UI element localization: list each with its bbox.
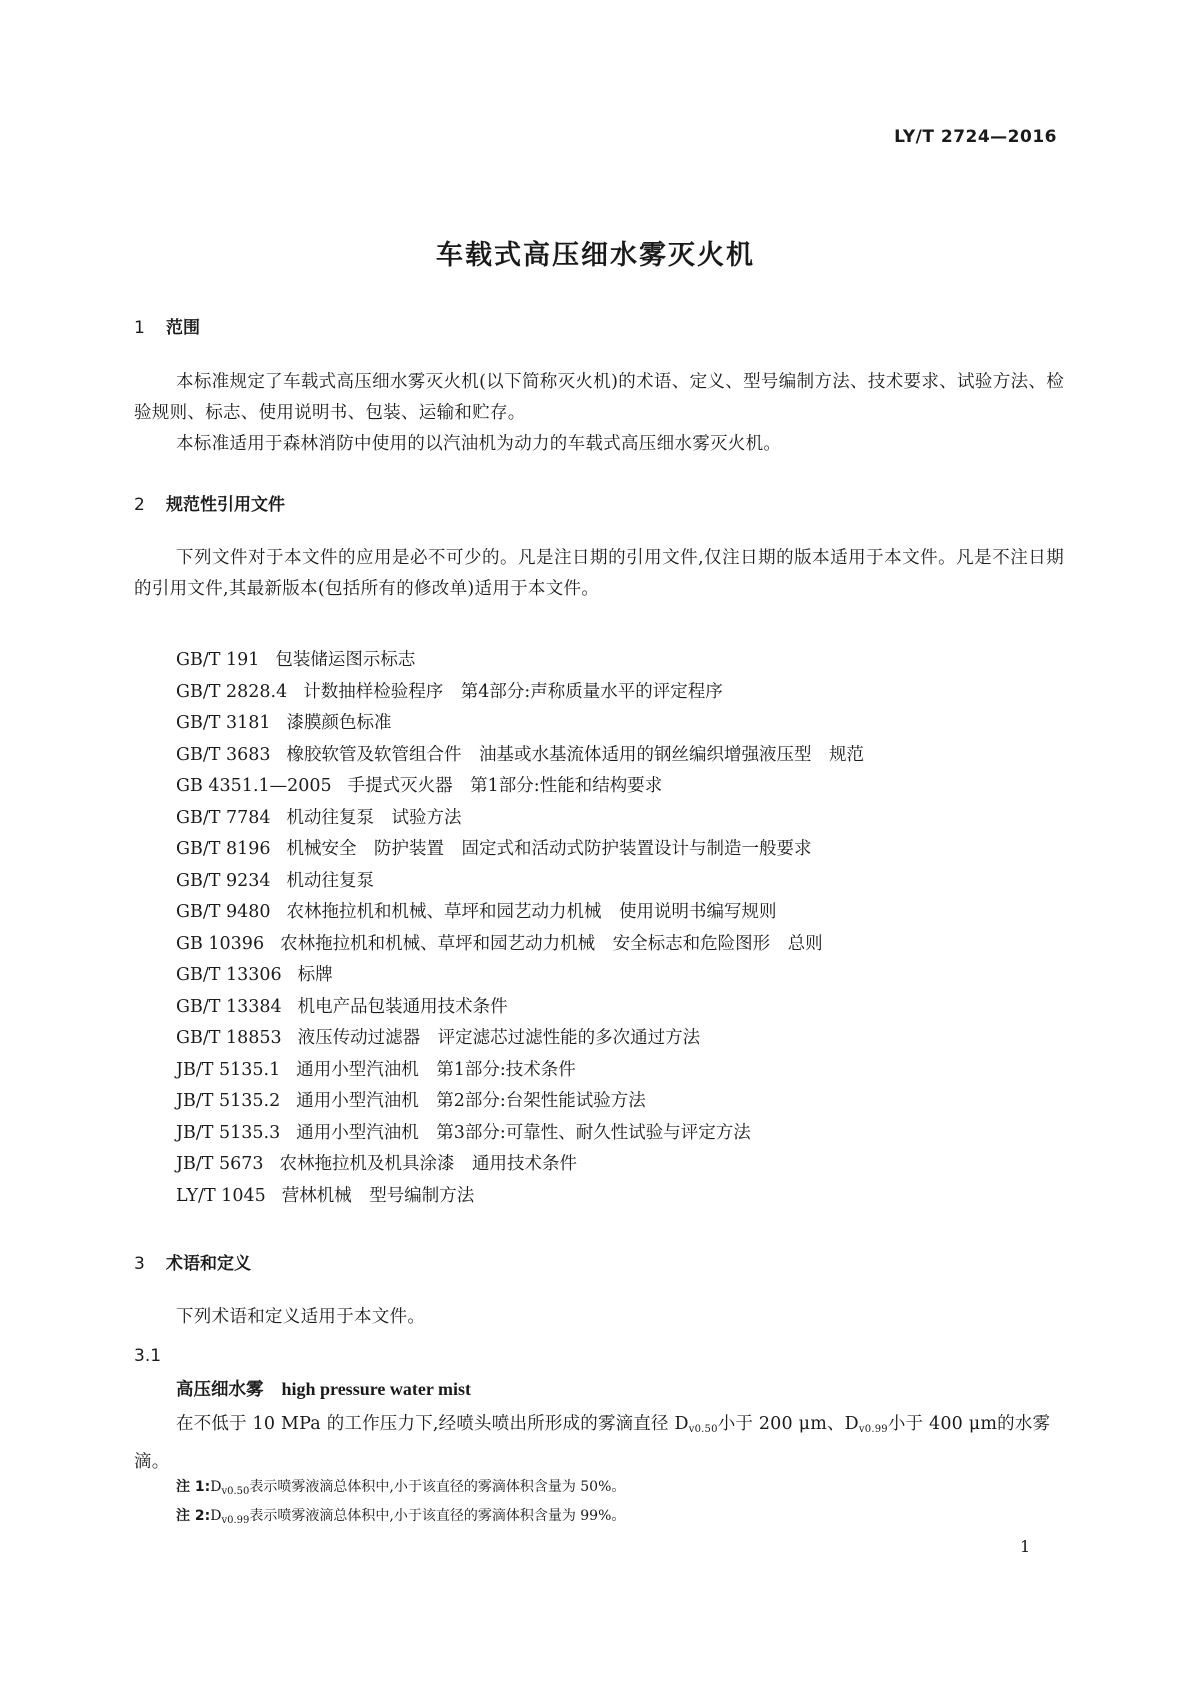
- reference-code: JB/T 5135.1: [176, 1059, 281, 1080]
- reference-item: [176, 1181, 864, 1213]
- reference-item: [176, 677, 864, 709]
- reference-title: 漆膜颜色标准: [286, 713, 392, 733]
- reference-item: [176, 960, 864, 992]
- reference-code: GB/T 3181: [176, 713, 271, 733]
- note-1-label: 注 1:: [176, 1479, 211, 1495]
- reference-code: GB/T 13384: [176, 996, 282, 1017]
- reference-title: 机动往复泵: [286, 870, 375, 891]
- note-2: [176, 1505, 625, 1526]
- section-1-paragraph-2: 本标准适用于森林消防中使用的以汽油机为动力的车载式高压细水雾灭火机。: [176, 434, 782, 454]
- definition-subscript-1: v0.50: [688, 1424, 718, 1435]
- reference-code: GB/T 13306: [176, 965, 282, 985]
- reference-title: 液压传动过滤器 评定滤芯过滤性能的多次通过方法: [297, 1028, 701, 1048]
- reference-title: 通用小型汽油机 第3部分:可靠性、耐久性试验与评定方法: [296, 1122, 751, 1143]
- reference-title: 计数抽样检验程序 第4部分:声称质量水平的评定程序: [303, 681, 723, 702]
- reference-item: [176, 1118, 864, 1150]
- reference-title: 机电产品包装通用技术条件: [297, 996, 508, 1017]
- reference-title: 通用小型汽油机 第1部分:技术条件: [296, 1059, 576, 1080]
- note-1-subscript: v0.50: [221, 1486, 250, 1497]
- reference-item: [176, 834, 864, 866]
- reference-item: [176, 1023, 864, 1055]
- note-2-subscript: v0.99: [221, 1515, 250, 1526]
- term-definition: [134, 1408, 1064, 1479]
- note-2-text-b: 表示喷雾液滴总体积中,小于该直径的雾滴体积含量为 99%。: [249, 1508, 626, 1524]
- reference-item: [176, 992, 864, 1024]
- note-1-text-a: D: [210, 1479, 222, 1495]
- reference-title: 机动往复泵 试验方法: [286, 807, 462, 828]
- reference-code: GB/T 191: [176, 650, 260, 670]
- reference-item: [176, 740, 864, 772]
- section-2-intro: 下列文件对于本文件的应用是必不可少的。凡是注日期的引用文件,仅注日期的版本适用于本文件。凡是不注日期的引用文件,其最新版本(包括所有的修改单)适用于本文件。: [134, 548, 1064, 599]
- note-1-text-b: 表示喷雾液滴总体积中,小于该直径的雾滴体积含量为 50%。: [249, 1479, 626, 1495]
- reference-item: [176, 645, 864, 677]
- reference-list: [176, 645, 864, 1212]
- reference-code: GB/T 8196: [176, 839, 271, 859]
- page-number: 1: [1020, 1537, 1031, 1556]
- reference-title: 橡胶软管及软管组合件 油基或水基流体适用的钢丝编织增强液压型 规范: [286, 744, 865, 765]
- note-2-text-a: D: [210, 1508, 222, 1524]
- reference-code: JB/T 5135.3: [176, 1122, 281, 1143]
- section-2-title: 规范性引用文件: [166, 495, 285, 515]
- definition-text-b: 小于 200 μm、D: [717, 1414, 859, 1434]
- document-title: 车载式高压细水雾灭火机: [436, 240, 755, 271]
- reference-item: [176, 1149, 864, 1181]
- reference-code: GB/T 2828.4: [176, 681, 288, 702]
- term-english: high pressure water mist: [281, 1379, 472, 1399]
- section-1-paragraph-1: 本标准规定了车载式高压细水雾灭火机(以下简称灭火机)的术语、定义、型号编制方法、技术要求、试验方法、检验规则、标志、使用说明书、包装、运输和贮存。: [134, 372, 1064, 423]
- reference-title: 标牌: [297, 965, 333, 985]
- reference-title: 包装储运图示标志: [275, 650, 416, 670]
- section-2-heading: [134, 490, 285, 515]
- reference-code: JB/T 5135.2: [176, 1091, 281, 1111]
- section-3-title: 术语和定义: [166, 1254, 251, 1274]
- reference-item: [176, 1055, 864, 1087]
- reference-title: 机械安全 防护装置 固定式和活动式防护装置设计与制造一般要求: [286, 839, 812, 859]
- document-code: LY/T 2724—2016: [894, 127, 1057, 147]
- reference-item: [176, 803, 864, 835]
- reference-code: GB 10396: [176, 933, 265, 954]
- definition-text-a: 在不低于 10 MPa 的工作压力下,经喷头喷出所形成的雾滴直径 D: [176, 1414, 689, 1434]
- note-2-label: 注 2:: [176, 1508, 211, 1524]
- reference-code: GB/T 9234: [176, 870, 271, 891]
- clause-number: 3.1: [134, 1346, 162, 1366]
- reference-code: LY/T 1045: [176, 1185, 266, 1206]
- reference-item: [176, 771, 864, 803]
- section-1-title: 范围: [166, 318, 200, 338]
- reference-code: GB/T 7784: [176, 807, 271, 828]
- section-3-number: 3: [134, 1254, 145, 1274]
- definition-subscript-2: v0.99: [858, 1424, 888, 1435]
- reference-title: 农林拖拉机和机械、草坪和园艺动力机械 使用说明书编写规则: [286, 902, 777, 922]
- reference-item: [176, 708, 864, 740]
- term-chinese: 高压细水雾: [176, 1380, 264, 1400]
- reference-code: JB/T 5673: [176, 1154, 264, 1174]
- section-1-number: 1: [134, 318, 145, 338]
- definition-text-c: 小于 400 μm的水雾滴。: [134, 1414, 1051, 1472]
- reference-code: GB/T 18853: [176, 1028, 282, 1048]
- section-1-heading: [134, 313, 200, 338]
- section-3-heading: [134, 1249, 251, 1274]
- reference-item: [176, 1086, 864, 1118]
- reference-item: [176, 929, 864, 961]
- reference-title: 通用小型汽油机 第2部分:台架性能试验方法: [296, 1091, 646, 1111]
- reference-code: GB/T 3683: [176, 744, 271, 765]
- reference-title: 营林机械 型号编制方法: [281, 1185, 475, 1206]
- reference-title: 手提式灭火器 第1部分:性能和结构要求: [347, 776, 663, 796]
- reference-item: [176, 897, 864, 929]
- reference-item: [176, 866, 864, 898]
- section-2-number: 2: [134, 495, 145, 515]
- note-1: [176, 1476, 625, 1497]
- reference-title: 农林拖拉机和机械、草坪和园艺动力机械 安全标志和危险图形 总则: [280, 933, 823, 954]
- term-entry: [176, 1376, 471, 1401]
- reference-title: 农林拖拉机及机具涂漆 通用技术条件: [279, 1154, 578, 1174]
- reference-code: GB/T 9480: [176, 902, 271, 922]
- section-3-intro: 下列术语和定义适用于本文件。: [176, 1307, 426, 1327]
- reference-code: GB 4351.1—2005: [176, 776, 332, 796]
